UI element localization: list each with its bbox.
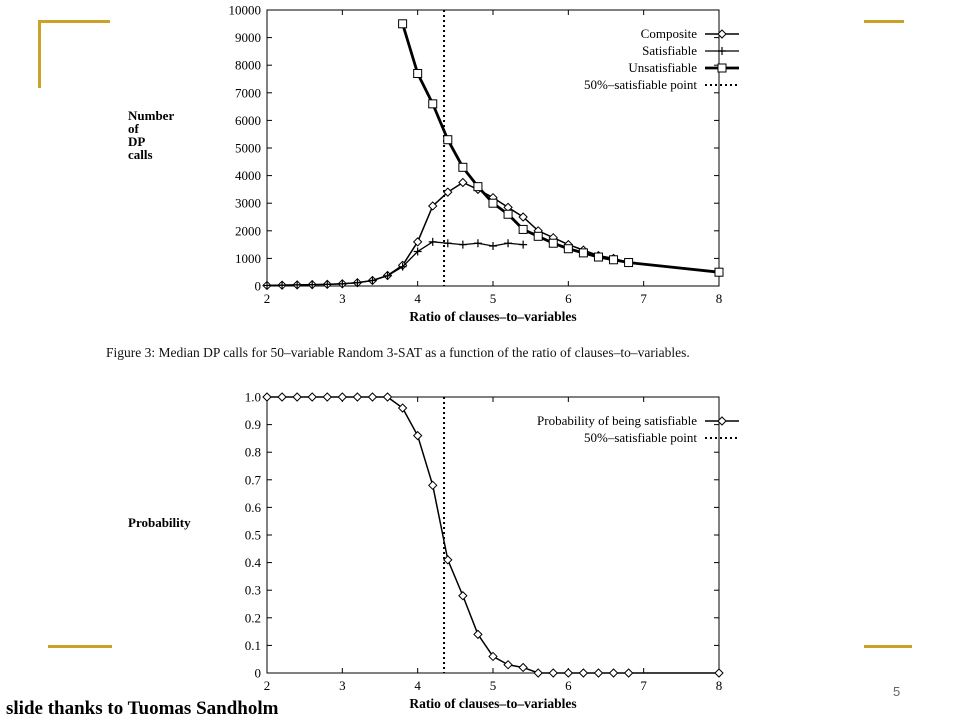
y-tick-label: 6000 [235, 112, 261, 128]
y-tick-label: 1.0 [244, 389, 261, 405]
dp-calls-chart [0, 0, 960, 345]
y-axis-label: Number [128, 108, 175, 123]
data-point [564, 245, 572, 253]
data-point [715, 268, 723, 276]
data-point [338, 280, 346, 288]
legend-label: Composite [640, 26, 697, 41]
y-tick-label: 0.8 [244, 444, 261, 460]
legend-label: Satisfiable [642, 43, 697, 58]
y-axis-label: of [128, 121, 139, 136]
y-tick-label: 10000 [228, 2, 261, 18]
data-point [323, 280, 331, 288]
data-point [519, 225, 527, 233]
y-tick-label: 0.2 [244, 610, 261, 626]
data-point [504, 661, 512, 669]
y-tick-label: 9000 [235, 30, 261, 46]
data-point [610, 669, 618, 677]
data-point [549, 669, 557, 677]
corner-accent-bottom-right [864, 645, 912, 648]
corner-accent-bottom-left [48, 645, 112, 648]
y-tick-label: 7000 [235, 85, 261, 101]
data-point [399, 20, 407, 28]
y-tick-label: 0.6 [244, 499, 261, 515]
x-axis-label: Ratio of clauses–to–variables [409, 696, 577, 711]
legend-label: 50%–satisfiable point [583, 77, 697, 92]
data-point [519, 241, 527, 249]
data-point [579, 669, 587, 677]
data-point [715, 669, 723, 677]
slide-number: 5 [893, 684, 901, 699]
y-tick-label: 2000 [235, 223, 261, 239]
y-tick-label: 5000 [235, 140, 261, 156]
data-point [625, 259, 633, 267]
data-point [489, 652, 497, 660]
x-tick-label: 4 [414, 291, 421, 306]
x-tick-label: 3 [339, 678, 346, 693]
data-point [519, 663, 527, 671]
data-point [459, 163, 467, 171]
y-tick-label: 0.3 [244, 582, 261, 598]
series-line-satisfiable [267, 242, 523, 286]
y-tick-label: 0.5 [244, 527, 261, 543]
data-point [278, 281, 286, 289]
data-point [534, 232, 542, 240]
data-point [504, 239, 512, 247]
data-point [625, 669, 633, 677]
x-tick-label: 5 [489, 678, 497, 693]
data-point [429, 238, 437, 246]
y-tick-label: 0.1 [244, 637, 261, 653]
y-tick-label: 4000 [235, 168, 261, 184]
x-tick-label: 8 [715, 678, 723, 693]
data-point [308, 281, 316, 289]
legend-label: 50%–satisfiable point [583, 430, 697, 445]
data-point [263, 281, 271, 289]
legend-marker [718, 417, 726, 425]
data-point [353, 393, 361, 401]
data-point [338, 393, 346, 401]
data-point [414, 238, 422, 246]
legend-label: Unsatisfiable [628, 60, 697, 75]
y-tick-label: 0.9 [244, 417, 261, 433]
data-point [444, 556, 452, 564]
data-point [549, 239, 557, 247]
y-tick-label: 0.7 [244, 472, 261, 488]
data-point [504, 210, 512, 218]
data-point [564, 669, 572, 677]
data-point [429, 481, 437, 489]
x-tick-label: 7 [640, 678, 647, 693]
x-tick-label: 6 [565, 291, 572, 306]
data-point [474, 183, 482, 191]
data-point [610, 256, 618, 264]
y-axis-label: Probability [128, 515, 191, 530]
y-tick-label: 0 [254, 665, 261, 681]
data-point [353, 279, 361, 287]
x-tick-label: 8 [715, 291, 723, 306]
y-tick-label: 0.4 [244, 555, 261, 571]
x-tick-label: 4 [414, 678, 421, 693]
data-point [474, 630, 482, 638]
data-point [459, 592, 467, 600]
legend-label: Probability of being satisfiable [537, 413, 697, 428]
data-point [489, 199, 497, 207]
plot-frame [267, 397, 719, 673]
data-point [594, 253, 602, 261]
x-tick-label: 5 [489, 291, 497, 306]
data-point [459, 241, 467, 249]
data-point [308, 393, 316, 401]
data-point [444, 136, 452, 144]
data-point [399, 404, 407, 412]
x-tick-label: 7 [640, 291, 647, 306]
y-tick-label: 1000 [235, 250, 261, 266]
data-point [368, 276, 376, 284]
data-point [579, 249, 587, 257]
data-point [459, 179, 467, 187]
data-point [323, 393, 331, 401]
data-point [534, 669, 542, 677]
x-axis-label: Ratio of clauses–to–variables [409, 309, 577, 324]
x-tick-label: 3 [339, 291, 346, 306]
figure-caption: Figure 3: Median DP calls for 50–variable Random 3-SAT as a function of the ratio of clauses–to–variables. [106, 345, 690, 360]
series-line-probability-of-being-satisfiable [267, 397, 719, 673]
data-point [489, 242, 497, 250]
data-point [293, 281, 301, 289]
data-point [278, 393, 286, 401]
slide-credit: slide thanks to Tuomas Sandholm [6, 698, 279, 719]
data-point [414, 432, 422, 440]
data-point [293, 393, 301, 401]
data-point [384, 393, 392, 401]
data-point [474, 239, 482, 247]
data-point [414, 69, 422, 77]
x-tick-label: 2 [263, 291, 271, 306]
y-axis-label: calls [128, 147, 153, 162]
legend-marker [718, 64, 726, 72]
x-tick-label: 6 [565, 678, 572, 693]
data-point [429, 100, 437, 108]
y-tick-label: 8000 [235, 57, 261, 73]
y-axis-label: DP [128, 134, 146, 149]
data-point [263, 393, 271, 401]
data-point [594, 669, 602, 677]
y-tick-label: 3000 [235, 195, 261, 211]
data-point [368, 393, 376, 401]
y-tick-label: 0 [254, 278, 261, 294]
x-tick-label: 2 [263, 678, 271, 693]
